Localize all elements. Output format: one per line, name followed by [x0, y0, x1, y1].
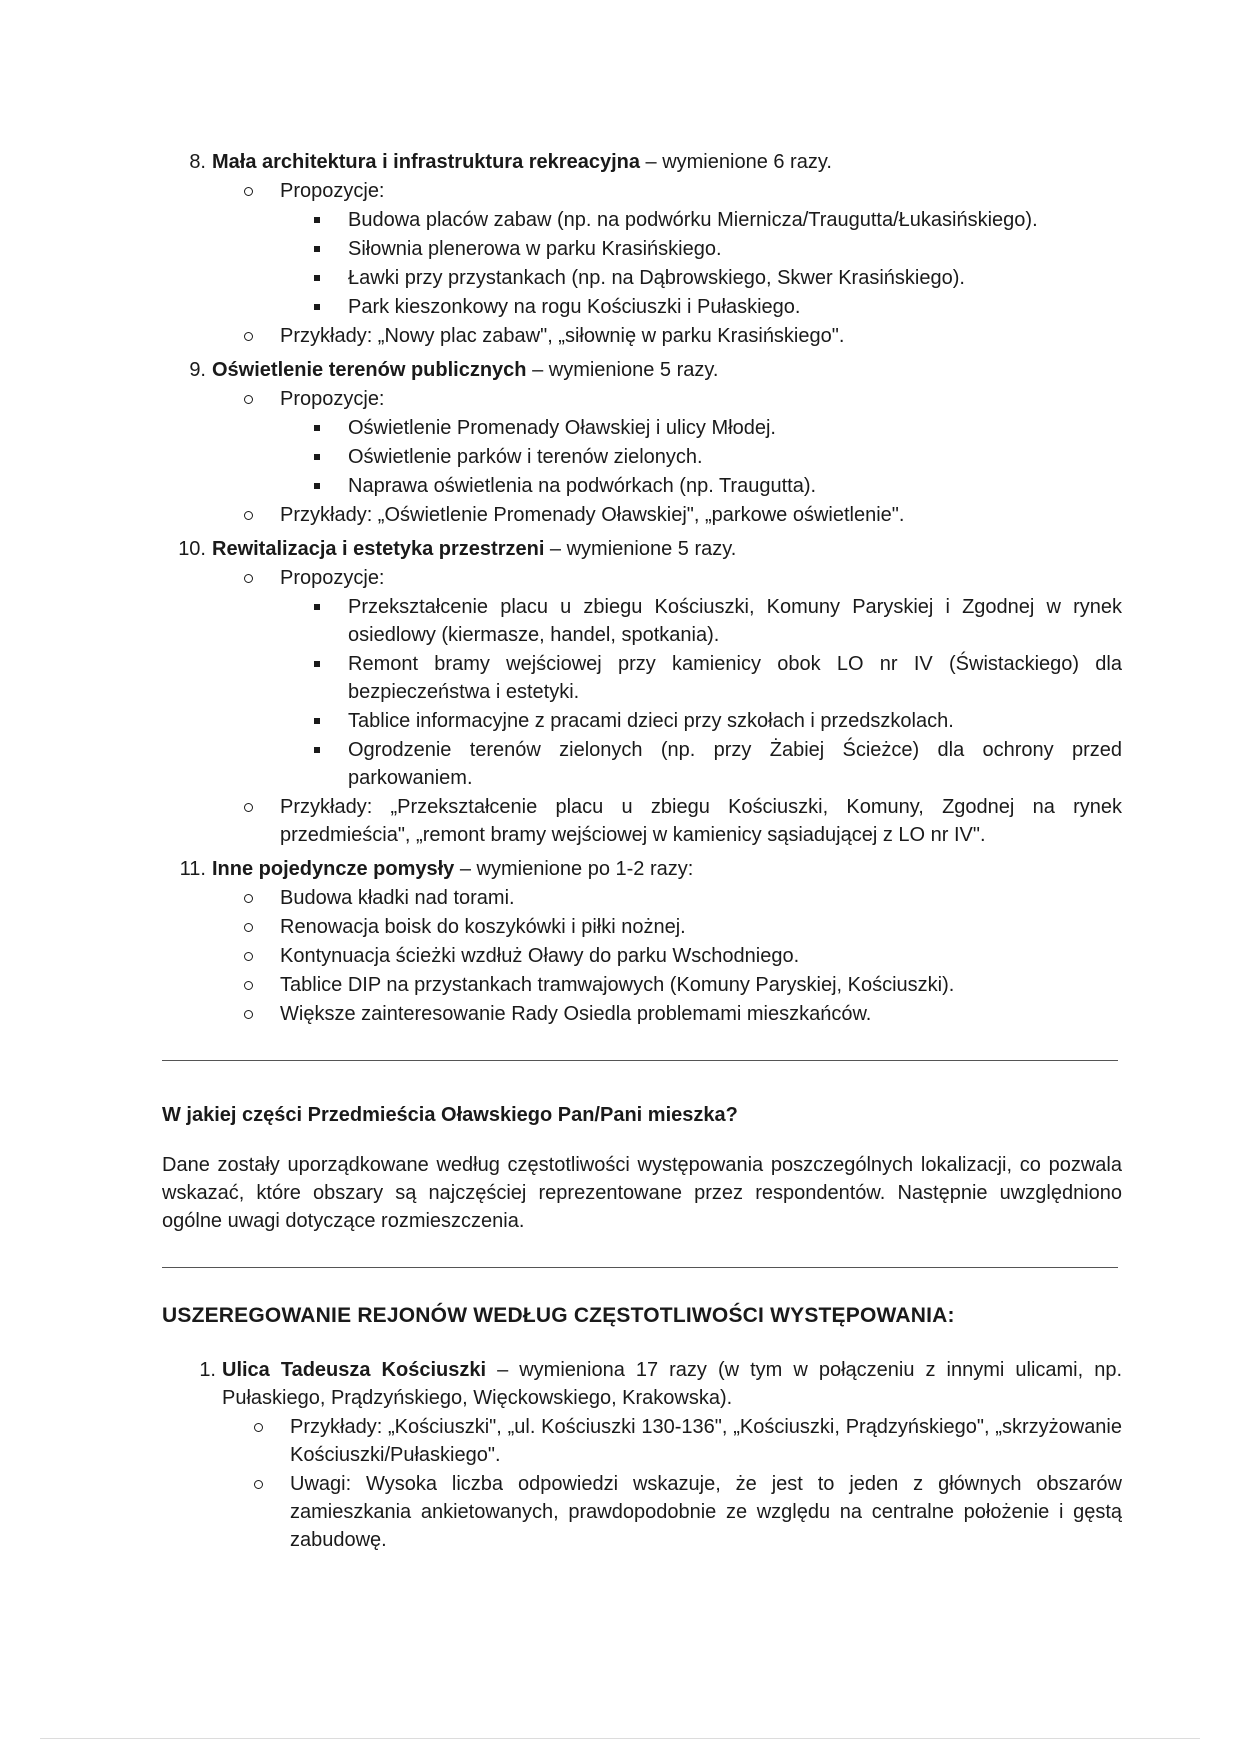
category-number: 8. — [189, 151, 206, 173]
category-count: – wymienione 6 razy. — [639, 151, 832, 173]
category-count: – wymienione 5 razy. — [526, 359, 719, 381]
examples-item: Przykłady: „Nowy plac zabaw", „siłownię w parku Krasińskiego". — [280, 322, 1122, 350]
proposals-label: Propozycje: — [280, 180, 385, 202]
proposal-item: Siłownia plenerowa w parku Krasińskiego. — [348, 235, 1122, 263]
category-count: – wymienione 5 razy. — [544, 538, 737, 560]
proposal-item: Budowa placów zabaw (np. na podwórku Miernicza/Traugutta/Łukasińskiego). — [348, 206, 1122, 234]
category-item-8 — [189, 148, 1122, 350]
proposal-item: Oświetlenie parków i terenów zielonych. — [348, 443, 1122, 471]
proposal-item: Przekształcenie placu u zbiegu Kościuszki, Komuny Paryskiej i Zgodnej w rynek osiedlowy (kiermasze, handel, spotkania). — [348, 593, 1122, 649]
proposals-list — [280, 206, 1122, 321]
proposals-item — [280, 385, 1122, 500]
proposal-item: Ogrodzenie terenów zielonych (np. przy Żabiej Ścieżce) dla ochrony przed parkowaniem. — [348, 736, 1122, 792]
category-number: 10. — [178, 538, 206, 560]
scan-edge-line — [40, 1738, 1200, 1739]
page-content — [162, 148, 1122, 1555]
category-number: 9. — [189, 359, 206, 381]
proposal-item: Oświetlenie Promenady Oławskiej i ulicy Młodej. — [348, 414, 1122, 442]
other-ideas-list — [212, 884, 1122, 1028]
category-number: 11. — [179, 858, 206, 880]
ranking-details — [222, 1413, 1122, 1554]
proposals-list — [280, 593, 1122, 792]
proposals-item — [280, 564, 1122, 792]
examples-item: Przykłady: „Oświetlenie Promenady Oławskiej", „parkowe oświetlenie". — [280, 501, 1122, 529]
proposal-item: Remont bramy wejściowej przy kamienicy obok LO nr IV (Świstackiego) dla bezpieczeństwa i estetyki. — [348, 650, 1122, 706]
category-details — [212, 564, 1122, 849]
section-divider — [162, 1267, 1118, 1268]
category-item-9 — [189, 356, 1122, 529]
idea-item: Kontynuacja ścieżki wzdłuż Oławy do parku Wschodniego. — [280, 942, 1122, 970]
category-title: Oświetlenie terenów publicznych — [212, 359, 527, 381]
category-title: Mała architektura i infrastruktura rekreacyjna — [212, 151, 640, 173]
ranking-number: 1. — [199, 1359, 216, 1381]
proposal-item: Naprawa oświetlenia na podwórkach (np. Traugutta). — [348, 472, 1122, 500]
proposal-item: Park kieszonkowy na rogu Kościuszki i Pułaskiego. — [348, 293, 1122, 321]
ranking-title: Ulica Tadeusza Kościuszki — [222, 1359, 487, 1381]
category-item-10 — [178, 535, 1122, 849]
ranking-text: – wymieniona 17 razy (w tym w połączeniu z innymi ulicami, np. Pułaskiego, Prądzyńskiego, Więckowskiego, Krakowska). — [222, 1359, 1123, 1409]
proposal-item: Ławki przy przystankach (np. na Dąbrowskiego, Skwer Krasińskiego). — [348, 264, 1122, 292]
examples-item: Przykłady: „Przekształcenie placu u zbiegu Kościuszki, Komuny, Zgodnej na rynek przedmieścia", „remont bramy wejściowej w kamienicy sąsiadującej z LO nr IV". — [280, 793, 1122, 849]
category-details — [212, 177, 1122, 350]
category-item-11 — [179, 855, 1122, 1028]
intro-paragraph: Dane zostały uporządkowane według częstotliwości występowania poszczególnych lokalizacji, co pozwala wskazać, które obszary są najczęściej reprezentowane przez respondentów. Następnie uwzględniono ogólne uwagi dotyczące rozmieszczenia. — [162, 1154, 1122, 1232]
section-divider — [162, 1060, 1118, 1061]
examples-item: Przykłady: „Kościuszki", „ul. Kościuszki 130-136", „Kościuszki, Prądzyńskiego", „skrzyżowanie Kościuszki/Pułaskiego". — [290, 1413, 1122, 1469]
notes-item: Uwagi: Wysoka liczba odpowiedzi wskazuje, że jest to jeden z głównych obszarów zamieszkania ankietowanych, prawdopodobnie ze względu na centralne położenie i gęstą zabudowę. — [290, 1470, 1122, 1554]
proposals-label: Propozycje: — [280, 567, 385, 589]
ranking-list — [162, 1356, 1122, 1554]
survey-question: W jakiej części Przedmieścia Oławskiego Pan/Pani mieszka? — [162, 1104, 738, 1126]
proposal-item: Tablice informacyjne z pracami dzieci przy szkołach i przedszkolach. — [348, 707, 1122, 735]
idea-item: Tablice DIP na przystankach tramwajowych (Komuny Paryskiej, Kościuszki). — [280, 971, 1122, 999]
proposals-item — [280, 177, 1122, 321]
proposals-list — [280, 414, 1122, 500]
ranking-item-1 — [199, 1356, 1123, 1554]
category-list — [162, 148, 1122, 1028]
idea-item: Większe zainteresowanie Rady Osiedla problemami mieszkańców. — [280, 1000, 1122, 1028]
category-details — [212, 385, 1122, 529]
category-title: Rewitalizacja i estetyka przestrzeni — [212, 538, 545, 560]
category-count: – wymienione po 1-2 razy: — [454, 858, 694, 880]
proposals-label: Propozycje: — [280, 388, 385, 410]
idea-item: Renowacja boisk do koszykówki i piłki nożnej. — [280, 913, 1122, 941]
idea-item: Budowa kładki nad torami. — [280, 884, 1122, 912]
category-title: Inne pojedyncze pomysły — [212, 858, 455, 880]
ranking-heading: USZEREGOWANIE REJONÓW WEDŁUG CZĘSTOTLIWOŚCI WYSTĘPOWANIA: — [162, 1304, 955, 1327]
